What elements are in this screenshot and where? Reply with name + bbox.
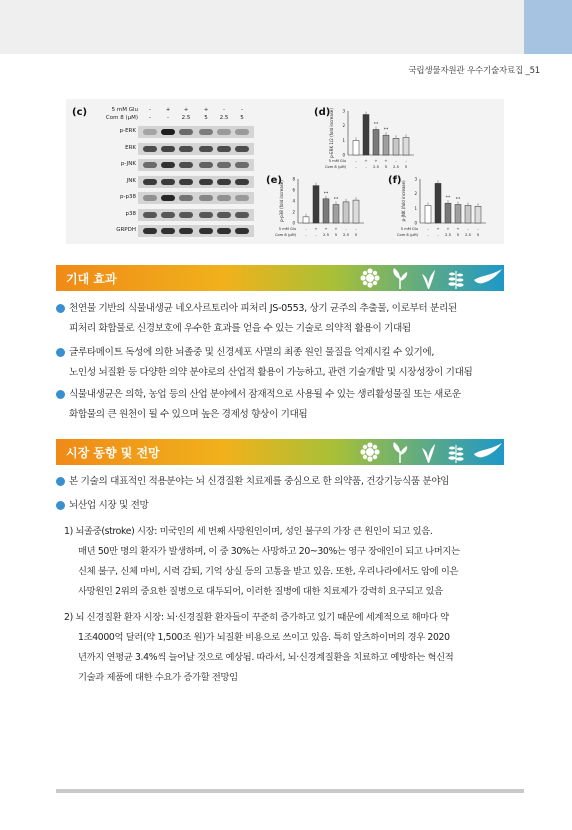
bullet-dot	[56, 348, 65, 357]
significance-mark: **	[323, 191, 329, 197]
blot-label: p-JNK	[120, 161, 136, 167]
blot-band	[217, 162, 231, 168]
trend-bullet-1	[56, 472, 506, 492]
blot-band	[235, 129, 249, 135]
x-glu-value: -	[427, 226, 429, 231]
y-tick-label: 2	[342, 123, 345, 129]
lane-value: -	[241, 107, 243, 113]
blot-band	[217, 195, 231, 201]
fern-icon	[448, 271, 463, 289]
blot-band	[199, 162, 213, 168]
blot-band	[235, 195, 249, 201]
effect-item-3	[56, 385, 506, 425]
x-com-value: 5	[476, 232, 480, 237]
x-com-value: 5	[334, 232, 338, 237]
effect-item-1	[56, 299, 506, 339]
blot-label: GRPDH	[116, 227, 136, 233]
flower-icon	[360, 268, 379, 287]
x-com-label: Com 8 (μM)	[275, 233, 296, 237]
blot-band	[143, 146, 157, 152]
lane-value: -	[149, 107, 151, 113]
bar	[435, 183, 441, 223]
lane-value: 5	[240, 115, 244, 121]
y-tick-label: 4	[292, 198, 295, 204]
lane-value: -	[149, 115, 151, 121]
blot-band	[235, 162, 249, 168]
item1-line-4: 사망원인 2위의 중요한 질병으로 대두되어, 이러한 질병에 대한 치료제가 강력히 요구되고 있음	[78, 586, 443, 597]
x-com-value: 2.5	[372, 164, 380, 169]
blot-band	[217, 228, 231, 234]
fern-icon	[448, 445, 463, 463]
section-title-market: 시장 동향 및 전망	[66, 446, 160, 460]
x-com-label: Com 8 (μM)	[397, 233, 418, 237]
blot-strip	[138, 176, 254, 188]
blot-band	[143, 228, 157, 234]
glu-row-label: 5 mM Glu	[111, 107, 138, 113]
bar	[323, 199, 329, 223]
x-com-value: 2.5	[392, 164, 400, 169]
lane-value: +	[165, 107, 171, 113]
bar	[333, 205, 339, 223]
x-glu-value: -	[355, 158, 357, 163]
decoration-icons	[356, 265, 504, 291]
market-item-neuro	[64, 608, 510, 688]
blot-band	[217, 212, 231, 218]
item1-line-2: 매년 50만 명의 환자가 발생하며, 이 중 30%는 사망하고 20~30%는 영구 장애인이 되고 나머지는	[78, 546, 460, 557]
x-com-value: -	[427, 232, 429, 237]
x-glu-value: +	[374, 158, 378, 163]
x-glu-value: -	[395, 158, 397, 163]
lane-value: +	[203, 107, 209, 113]
bullet-dot	[56, 390, 65, 399]
x-glu-value: +	[456, 226, 460, 231]
x-glu-value: +	[314, 226, 318, 231]
blot-band	[143, 179, 157, 185]
blot-band	[179, 179, 193, 185]
bar	[455, 205, 461, 223]
x-glu-value: +	[446, 226, 450, 231]
item2-line-2: 1조4000억 달러(약 1,500조 원)가 뇌질환 비용으로 쓰이고 있음. 특히 알츠하이머의 경우 2020	[78, 632, 450, 643]
effect-2-line-1: 글루타메이트 독성에 의한 뇌졸중 및 신경세포 사멸의 최종 원인 물질을 억제시킬 수 있기에,	[69, 347, 435, 358]
bar	[445, 203, 451, 223]
y-tick-label: 0	[292, 220, 295, 226]
x-glu-value: -	[405, 158, 407, 163]
blot-label: JNK	[126, 177, 136, 184]
x-com-value: 5	[384, 164, 388, 169]
blot-strip	[138, 209, 254, 221]
y-tick-label: 0	[414, 220, 417, 226]
bar	[363, 115, 369, 155]
x-com-value: 5	[404, 164, 408, 169]
x-glu-value: -	[305, 226, 307, 231]
blot-band	[179, 212, 193, 218]
blot-band	[199, 129, 213, 135]
com-row-label: Com 8 (μM)	[105, 115, 138, 121]
bar	[383, 135, 389, 155]
blot-label: ERK	[125, 144, 136, 151]
x-glu-label: 5 mM Glu	[328, 159, 346, 163]
item1-line-3: 신체 불구, 신체 마비, 시력 감퇴, 기억 상실 등의 고통을 받고 있음. 또한, 우리나라에서도 암에 이은	[78, 566, 459, 577]
x-glu-value: -	[345, 226, 347, 231]
x-com-value: -	[305, 232, 307, 237]
x-glu-value: -	[467, 226, 469, 231]
x-glu-value: +	[436, 226, 440, 231]
y-tick-label: 3	[414, 176, 417, 182]
blot-strip	[138, 225, 254, 237]
bar	[403, 137, 409, 155]
blot-label: p-p38	[120, 194, 136, 200]
blot-band	[199, 228, 213, 234]
blot-band	[199, 146, 213, 152]
y-tick-label: 2	[292, 209, 295, 215]
effect-3-line-2: 화합물의 큰 원천이 될 수 있으며 높은 경제성 향상이 기대됨	[69, 409, 308, 420]
decoration-icons	[356, 439, 504, 465]
trend-bullet-2	[56, 496, 506, 516]
item1-line-1: 1) 뇌졸중(stroke) 시장: 미국인의 세 번째 사망원인이며, 성인 불구의 가장 큰 원인이 되고 있음.	[64, 526, 433, 537]
chart-p-jnk	[397, 171, 498, 243]
plant-sprout-icon	[393, 442, 407, 463]
blot-band	[217, 146, 231, 152]
effect-item-2	[56, 343, 506, 383]
blot-band	[143, 129, 157, 135]
panel-d-label: (d)	[314, 107, 331, 118]
trend-bullet-1-text: 본 기술의 대표적인 적용분야는 뇌 신경질환 치료제를 중심으로 한 의약품, 건강기능식품 분야임	[69, 476, 450, 487]
y-tick-label: 2	[414, 191, 417, 197]
blot-band	[161, 129, 175, 135]
blot-band	[179, 228, 193, 234]
bar	[343, 202, 349, 223]
y-axis-label: p-ERK 1/2 (fold increase)	[329, 108, 334, 158]
blot-band	[179, 129, 193, 135]
plant-sprout-icon	[393, 268, 407, 289]
market-item-stroke	[64, 522, 510, 602]
chart-p-erk	[325, 103, 418, 177]
lane-value: 5	[204, 115, 208, 121]
significance-mark: **	[383, 128, 389, 134]
footer-rule	[56, 789, 524, 793]
y-tick-label: 8	[292, 176, 295, 182]
blot-band	[235, 179, 249, 185]
bird-icon	[474, 269, 502, 283]
effect-1-line-2: 피처리 화합물로 신경보호에 우수한 효과를 얻을 수 있는 기술로 의약적 활용이 기대됨	[69, 323, 411, 334]
x-com-value: -	[365, 164, 367, 169]
item2-line-4: 기술과 제품에 대한 수요가 증가할 전망임	[78, 672, 238, 683]
chart-p-p38	[275, 171, 376, 243]
x-glu-label: 5 mM Glu	[278, 227, 296, 231]
blot-band	[161, 212, 175, 218]
x-com-value: 2.5	[444, 232, 452, 237]
blot-band	[143, 162, 157, 168]
lane-value: -	[167, 115, 169, 121]
blot-label: p-ERK	[119, 128, 136, 134]
blot-band	[235, 212, 249, 218]
blot-band	[179, 195, 193, 201]
x-com-value: 2.5	[342, 232, 350, 237]
bullet-dot	[56, 477, 65, 486]
page-header: 국립생물자원관 우수기술자료집 _51	[408, 66, 540, 76]
blot-band	[217, 129, 231, 135]
panel-f-label: (f)	[388, 175, 402, 186]
x-glu-value: -	[477, 226, 479, 231]
bar	[393, 138, 399, 155]
tree-icon	[422, 270, 435, 289]
significance-mark: **	[373, 122, 379, 128]
effect-2-line-2: 노인성 뇌질환 등 다양한 의약 분야로의 산업적 활용이 가능하고, 관련 기술개발 및 시장성장이 기대됨	[69, 367, 473, 378]
x-com-value: 2.5	[464, 232, 472, 237]
tree-icon	[422, 444, 435, 463]
x-glu-value: +	[384, 158, 388, 163]
x-com-value: -	[315, 232, 317, 237]
blot-band	[179, 146, 193, 152]
item2-line-3: 년까지 연평균 3.4%씩 늘어날 것으로 예상됨. 따라서, 뇌·신경계질환을 치료하고 예방하는 혁신적	[78, 652, 454, 663]
x-glu-value: +	[334, 226, 338, 231]
x-glu-value: +	[364, 158, 368, 163]
blot-band	[199, 212, 213, 218]
blot-strip	[138, 159, 254, 171]
bullet-dot	[56, 501, 65, 510]
significance-mark: **	[455, 197, 461, 203]
blot-label: p38	[125, 210, 136, 217]
blot-band	[217, 179, 231, 185]
y-tick-label: 1	[342, 137, 345, 143]
x-com-value: 5	[354, 232, 358, 237]
x-com-value: -	[355, 164, 357, 169]
blot-strip	[138, 126, 254, 138]
y-tick-label: 1	[414, 205, 417, 211]
y-axis-label: p-p38 (fold increase)	[279, 180, 284, 222]
blot-band	[161, 195, 175, 201]
lane-value: 2.5	[219, 115, 229, 121]
lane-value: -	[223, 107, 225, 113]
bar	[465, 205, 471, 223]
y-tick-label: 6	[292, 187, 295, 193]
bar	[353, 140, 359, 155]
x-com-label: Com 8 (μM)	[325, 165, 346, 169]
western-blot-figure	[66, 99, 504, 244]
blot-band	[161, 179, 175, 185]
x-glu-label: 5 mM Glu	[400, 227, 418, 231]
bar	[313, 186, 319, 223]
bullet-dot	[56, 304, 65, 313]
y-axis-label: p-JNK (fold increase)	[401, 180, 406, 222]
section-bar-market	[56, 439, 504, 465]
panel-c-label: (c)	[72, 107, 88, 118]
blot-strip	[138, 192, 254, 204]
trend-bullet-2-text: 뇌산업 시장 및 전망	[69, 500, 149, 511]
flower-icon	[360, 442, 379, 461]
bar	[303, 217, 309, 223]
blot-strip	[138, 143, 254, 155]
item2-line-1: 2) 뇌 신경질환 환자 시장: 뇌·신경질환 환자들이 꾸준히 증가하고 있기 때문에 세계적으로 해마다 약	[64, 612, 449, 623]
effect-1-line-1: 천연물 기반의 식물내생균 네오사르토리아 피처리 JS-0553, 상기 균주의 추출물, 이로부터 분리된	[69, 303, 457, 314]
x-glu-value: +	[324, 226, 328, 231]
blot-band	[161, 146, 175, 152]
x-com-value: 2.5	[322, 232, 330, 237]
x-com-value: 5	[456, 232, 460, 237]
bar	[425, 205, 431, 223]
blot-band	[161, 162, 175, 168]
y-tick-label: 3	[342, 108, 345, 114]
lane-value: +	[183, 107, 189, 113]
section-bar-effects	[56, 265, 504, 291]
section-title-effects: 기대 효과	[66, 272, 117, 286]
blot-band	[161, 228, 175, 234]
bar	[373, 129, 379, 155]
top-band	[0, 0, 572, 54]
blot-band	[179, 162, 193, 168]
bar	[475, 206, 481, 223]
blot-band	[235, 146, 249, 152]
blot-band	[199, 179, 213, 185]
significance-mark: **	[333, 197, 339, 203]
blot-band	[235, 228, 249, 234]
effect-3-line-1: 식물내생균은 의학, 농업 등의 산업 분야에서 잠재적으로 사용될 수 있는 생리활성물질 또는 새로운	[69, 389, 461, 400]
panel-e-label: (e)	[266, 175, 282, 186]
blot-band	[199, 195, 213, 201]
x-glu-value: -	[355, 226, 357, 231]
y-tick-label: 0	[342, 152, 345, 158]
bar	[353, 200, 359, 223]
top-tab	[524, 0, 572, 54]
bird-icon	[474, 443, 502, 457]
blot-band	[143, 212, 157, 218]
significance-mark: **	[445, 196, 451, 202]
blot-band	[143, 195, 157, 201]
lane-value: 2.5	[181, 115, 191, 121]
x-com-value: -	[437, 232, 439, 237]
